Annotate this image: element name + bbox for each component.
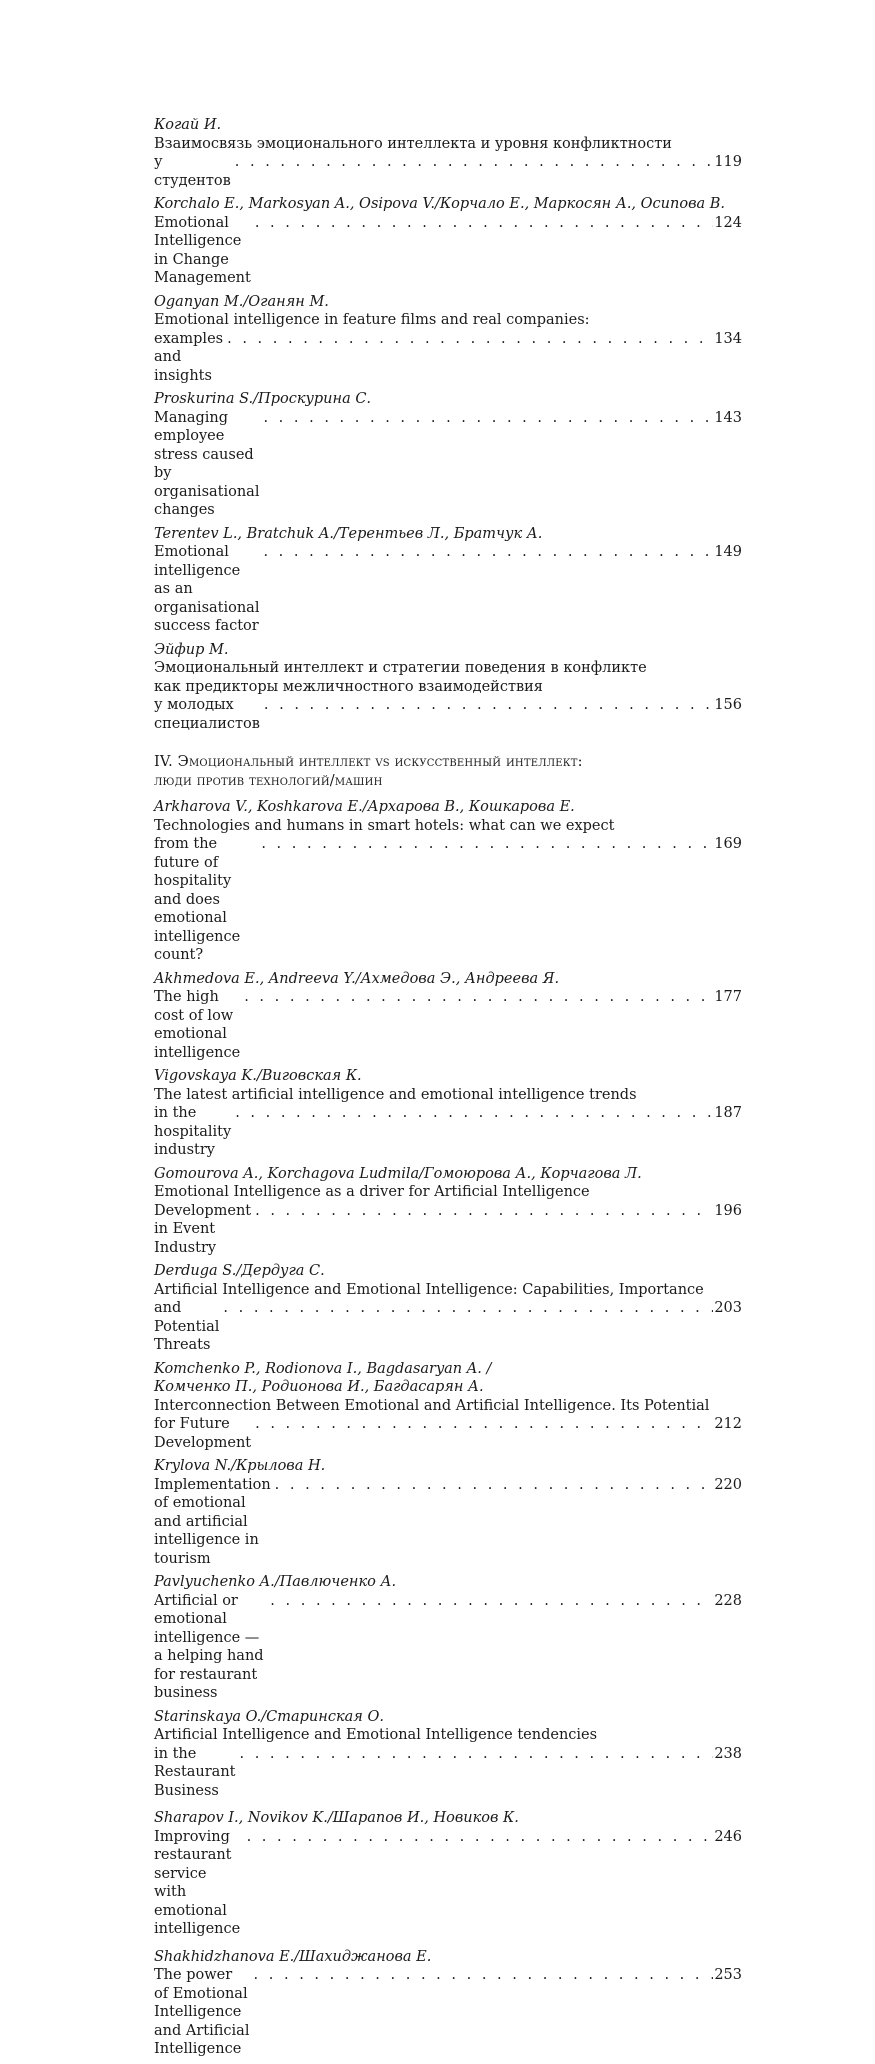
page-number: 177 xyxy=(714,989,742,1005)
toc-entry-authors: Sharapov I., Novikov K./Шарапов И., Новиков К. xyxy=(154,1810,519,1826)
toc-entry xyxy=(154,525,742,636)
toc-entry-title-row xyxy=(154,1592,742,1703)
toc-entry xyxy=(154,293,742,386)
toc-entry-title-row xyxy=(154,409,742,520)
page-number: 253 xyxy=(714,1967,742,1983)
toc-entry-authors: Arkharova V., Koshkarova E./Архарова В., Кошкарова Е. xyxy=(154,799,575,815)
page-number: 246 xyxy=(714,1828,742,1845)
page-number: 238 xyxy=(714,1745,742,1762)
toc-entry-title-line: from the future of hospitality and does emotional intelligence count? xyxy=(154,836,241,963)
table-of-contents xyxy=(154,116,742,2064)
toc-entry-title-line: Interconnection Between Emotional and Artificial Intelligence. Its Potential xyxy=(154,1397,710,1414)
dot-leader xyxy=(223,330,713,349)
toc-entry-title-line: Improving restaurant service with emotional intelligence xyxy=(154,1828,241,1937)
toc-entry-authors: Shakhidzhanova E./Шахиджанова Е. xyxy=(154,1948,432,1965)
toc-entry-title-row xyxy=(154,330,742,386)
dot-leader xyxy=(259,543,713,562)
dot-leader xyxy=(250,1966,714,1985)
dot-leader xyxy=(260,696,713,715)
toc-entry-title-row xyxy=(154,1828,742,1939)
toc-entry-title-line: как предикторы межличностного взаимодействия xyxy=(154,678,543,695)
toc-entry-title-line: The power of Emotional Intelligence and Artificial Intelligence xyxy=(154,1967,250,2057)
dot-leader xyxy=(251,1202,713,1221)
page-number: 156 xyxy=(714,697,742,713)
toc-entry xyxy=(154,798,742,965)
toc-entry-authors: Komchenko P., Rodionova I., Bagdasaryan A. / xyxy=(154,1360,492,1377)
dot-leader xyxy=(271,1476,714,1495)
toc-entry-title-row xyxy=(154,1745,742,1801)
toc-entry xyxy=(154,390,742,520)
page-number: 124 xyxy=(714,214,742,231)
toc-entry-title-line: Эмоциональный интеллект и стратегии поведения в конфликте xyxy=(154,660,647,676)
toc-entry-title-line: Emotional intelligence in feature films and real companies: xyxy=(154,312,590,328)
toc-entry-title-row xyxy=(154,696,742,733)
toc-entry-title-line: Emotional intelligence as an organisational success factor xyxy=(154,544,260,634)
toc-entry-authors: Oganyan M./Оганян М. xyxy=(154,293,329,310)
toc-entry xyxy=(154,1573,742,1703)
dot-leader xyxy=(251,214,713,233)
toc-entry-authors: Derduga S./Дердуга С. xyxy=(154,1263,325,1279)
toc-entry xyxy=(154,1708,742,1801)
toc-entry-authors: Gomourova A., Korchagova Ludmila/Гомоюрова А., Корчагова Л. xyxy=(154,1165,642,1182)
toc-entry-authors: Korchalo E., Markosyan A., Osipova V./Корчало Е., Маркосян А., Осипова В. xyxy=(154,196,726,212)
page-number: 149 xyxy=(714,544,742,560)
toc-entry-title-line: Implementation of emotional and artificial intelligence in tourism xyxy=(154,1476,271,1567)
page-number: 203 xyxy=(714,1300,742,1316)
page-number: 143 xyxy=(714,409,742,426)
toc-entry-title-row xyxy=(154,1299,742,1355)
toc-entry-title-row xyxy=(154,214,742,288)
page-number: 196 xyxy=(714,1202,742,1219)
toc-entry-title-line: у студентов xyxy=(154,154,231,189)
page-number: 212 xyxy=(714,1416,742,1432)
toc-entry-title-line: у молодых специалистов xyxy=(154,697,260,732)
toc-entry-title-line: examples and insights xyxy=(154,330,224,384)
toc-entry xyxy=(154,641,742,734)
toc-entry-authors: Когай И. xyxy=(154,117,222,133)
dot-leader xyxy=(243,1828,714,1847)
section-heading-line: люди против технологий/машин xyxy=(154,772,383,789)
toc-entry-authors: Vigovskaya K./Виговская К. xyxy=(154,1068,362,1084)
toc-entry xyxy=(154,1948,742,2059)
toc-entry-authors: Terentev L., Bratchuk A./Терентьев Л., Братчук А. xyxy=(154,525,543,542)
page-number: 187 xyxy=(714,1105,742,1121)
toc-entry-authors: Akhmedova E., Andreeva Y./Ахмедова Э., Андреева Я. xyxy=(154,970,560,987)
dot-leader xyxy=(251,1415,713,1434)
dot-leader xyxy=(259,409,713,428)
toc-entry-title-row xyxy=(154,1966,742,2059)
toc-entry-title-row xyxy=(154,1104,742,1160)
toc-entry-title-line: for Future Development xyxy=(154,1416,252,1451)
toc-entry-title-line: in the hospitality industry xyxy=(154,1105,232,1158)
toc-entry-authors: Комченко П., Родионова И., Багдасарян А. xyxy=(154,1379,484,1395)
dot-leader xyxy=(240,988,713,1007)
toc-entry-title-line: and Potential Threats xyxy=(154,1300,220,1353)
toc-entry xyxy=(154,1457,742,1568)
toc-entry xyxy=(154,1067,742,1160)
toc-entry-title-line: Managing employee stress caused by organisational changes xyxy=(154,409,260,518)
toc-entry-title-row xyxy=(154,1415,742,1452)
section-heading xyxy=(154,753,742,790)
toc-entry-authors: Starinskaya O./Старинская О. xyxy=(154,1708,384,1725)
toc-entry-title-line: The high cost of low emotional intelligence xyxy=(154,989,241,1061)
toc-entry xyxy=(154,1809,742,1939)
dot-leader xyxy=(235,1745,713,1764)
toc-entry-title-row xyxy=(154,153,742,190)
toc-entry-title-line: Emotional Intelligence in Change Management xyxy=(154,214,251,286)
dot-leader xyxy=(257,835,713,854)
page-number: 134 xyxy=(714,330,742,347)
dot-leader xyxy=(266,1592,713,1611)
toc-entry-authors: Pavlyuchenko A./Павлюченко А. xyxy=(154,1574,397,1590)
toc-entry-title-row xyxy=(154,988,742,1062)
toc-entry-title-row xyxy=(154,1202,742,1258)
dot-leader xyxy=(219,1299,713,1318)
dot-leader xyxy=(231,153,714,172)
toc-entry-title-line: Artificial Intelligence and Emotional Intelligence tendencies xyxy=(154,1727,598,1743)
toc-entry-authors: Эйфир М. xyxy=(154,641,229,658)
toc-entry-title-line: Development in Event Industry xyxy=(154,1202,252,1256)
toc-entry-title-line: Artificial or emotional intelligence — a helping hand for restaurant business xyxy=(154,1592,264,1701)
page-number: 220 xyxy=(714,1476,742,1493)
toc-entry-title-line: Emotional Intelligence as a driver for Artificial Intelligence xyxy=(154,1184,590,1200)
page-number: 169 xyxy=(714,836,742,852)
toc-entry-authors: Proskurina S./Проскурина С. xyxy=(154,391,372,407)
toc-entry-title-line: in the Restaurant Business xyxy=(154,1745,236,1799)
toc-entry xyxy=(154,116,742,190)
toc-entry-title-row xyxy=(154,543,742,636)
toc-entry-title-line: Взаимосвязь эмоционального интеллекта и уровня конфликтности xyxy=(154,135,672,152)
toc-entry-title-line: Artificial Intelligence and Emotional Intelligence: Capabilities, Importance xyxy=(154,1281,704,1298)
toc-entry-authors: Krylova N./Крылова Н. xyxy=(154,1458,326,1474)
toc-entry-title-row xyxy=(154,1476,742,1569)
toc-entry xyxy=(154,1165,742,1258)
toc-entry xyxy=(154,1360,742,1453)
toc-entry-title-row xyxy=(154,835,742,965)
page-number: 228 xyxy=(714,1592,742,1609)
page-number: 119 xyxy=(714,154,742,170)
dot-leader xyxy=(231,1104,713,1123)
toc-entry-title-line: Technologies and humans in smart hotels: what can we expect xyxy=(154,817,615,834)
toc-entry xyxy=(154,1262,742,1355)
toc-entry xyxy=(154,195,742,288)
toc-entry-title-line: The latest artificial intelligence and emotional intelligence trends xyxy=(154,1086,637,1103)
toc-entry xyxy=(154,970,742,1063)
section-heading-line: IV. Эмоциональный интеллект vs искусственный интеллект: xyxy=(154,754,583,770)
